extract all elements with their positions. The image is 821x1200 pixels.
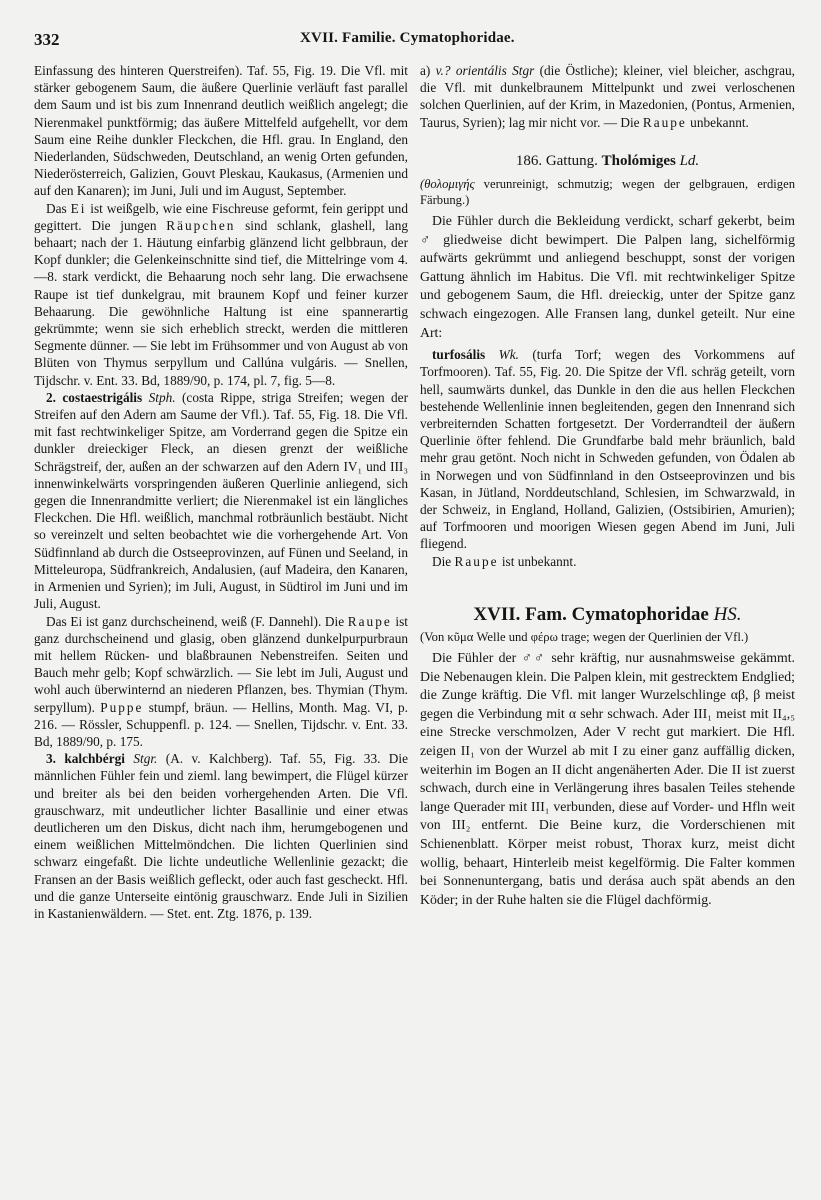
paragraph-early-stages: Das Ei ist ganz durchscheinend, weiß (F. Dannehl). Die Raupe ist ganz durchscheinend und glasig, oben glänzend dunkelpurpurbraun mit hellem Rücken- und blaßbraunen Nebenstreifen. Seiten und Bauch mehr gelb; Kopf schwärzlich. — Sie lebt im Juli, August und wohl auch überwinternd an niederen Pflanzen, bes. Thymian (Thym. serpyllum). Puppe stumpf, bräun. — Hellins, Month. Mag. VI, p. 216. — Rössler, Schuppenfl. p. 124. — Snellen, Tijdschr. v. Ent. 33. Bd, 1889/90, p. 175. [34,613,408,749]
species-entry-turfosalis: turfosális Wk. (turfa Torf; wegen des Vorkommens auf Torfmooren). Taf. 55, Fig. 20. Die Spitze der Vfl. schräg geteilt, vorn hell, saumwärts dunkel, das Dunkle in den die aus hellen Fleckchen bestehende Wellenlinie innen begleitenden, gegen den Innenrand sich verbreiternden Schatten fortgesetzt. Der Vorderrandteil der äußern Querlinie öfter fehlend. Die Grundfarbe bald mehr bräunlich, bald mehr grau getönt. Noch nicht in Schweden gefunden, von Ödalen ab in Norwegen und von Südfinnland in den Ostseeprovinzen und bis Kasan, in Jütland, Norddeutschland, Schlesien, im Schwarzwald, in der Schweiz, in England, Holland, Galizien, (Ostsibirien, Amurien); auf Torfmooren und moorigen Wiesen gegen Abend im Juni, Juli fliegend. [420,347,795,552]
species-name: turfosális [432,347,486,363]
species-name: kalchbérgi [64,751,125,767]
paragraph-larva-unknown: Die Raupe ist unbekannt. [432,553,577,569]
genus-description: Die Fühler durch die Bekleidung verdickt, scharf gekerbt, beim ♂ gliedweise dicht bewimpert. Die Palpen lang, sichelförmig aufwärts gekrümmt und anliegend beschuppt, sonst der vorigen Gattung ähnlich im Habitus. Die Vfl. mit rechtwinkeliger Spitze und gebogenem Saum, die Hfl. dreieckig, unter der Spitze ganz schwach eingezogen. Alle Fransen lang, dunkel geteilt. Nur eine Art: [420,213,795,340]
species-name: costaestrigális [62,389,143,405]
family-heading: XVII. Fam. Cymatophoridae HS. [473,603,742,625]
page-number: 332 [34,30,60,49]
family-etymology: (Von κῦμα Welle und φέρω trage; wegen der Querlinien der Vfl.) [420,630,749,645]
running-header [0,30,821,54]
genus-etymology: (θολομιγής verunreinigt, schmutzig; wegen der gelbgrauen, erdigen Färbung.) [420,177,795,208]
left-column [34,62,408,922]
variety-entry-orientalis: a) v.? orientális Stgr (die Östliche); kleiner, viel bleicher, aschgrau, die Vfl. mit dunkelbraunem Mittelpunkt und zwei verloschenen solchen Querlinien, auf der Krim, in Mazedonien, (Pontus, Armenien, Taurus, Syrien); lag mir nicht vor. — Die Raupe unbekannt. [420,63,795,130]
paragraph-egg-larva: Das Ei ist weißgelb, wie eine Fischreuse geformt, fein gerippt und gegittert. Die jungen Räupchen sind schlank, glashell, lang behaart; nach der 1. Häutung einfarbig glänzend licht gelbbraun, der Kopf dunkler; die Gelenkeinschnitte sind tief, die Mittelringe vom 4.—8. stark verdickt, die Behaarung noch sehr lang. Die erwachsene Raupe ist tief dunkelgrau, mit braunem Kopf und feiner kurzer Behaarung. Die gewöhnliche Haltung ist eine spannerartig gekrümmte; wenn sie sich erheblich streckt, werden die mittleren Segmente dünner. — Sie lebt im Frühsommer und von August ab von Blüten von Thymus serpyllum und Callúna vulgáris. — Snellen, Tijdschr. v. Ent. 33. Bd, 1889/90, p. 174, pl. 7, fig. 5—8. [34,200,408,388]
species-entry-kalchbergi: 3. kalchbérgi Stgr. (A. v. Kalchberg). Taf. 55, Fig. 33. Die männlichen Fühler fein und zieml. lang bewimpert, die Flügel kürzer und breiter als bei den beiden vorhergehenden Arten. Die Vfl. grauschwarz, mit undeutlicher lichter Basallinie und einer etwas deutlicheren um den Diskus, dicht nach ihm, herumgebogenen und einem weißlichen Mittelmöndchen. Die lichten Querlinien sind schwarz eingefaßt. Die lichte undeutliche Wellenlinie gezackt; die Fransen an der Basis weißlich gefleckt, oder auch fast gescheckt. Hfl. und die ganze Unterseite eintönig grauschwarz. Ende Juli in Sizilien in Kastanienwäldern. — Stet. ent. Ztg. 1876, p. 139. [34,751,409,921]
paragraph-species-1-description: Einfassung des hinteren Querstreifen). Taf. 55, Fig. 19. Die Vfl. mit stärker gebogenem Saum, die äußere Querlinie verläuft fast parallel dem Saum und ist bis zum Innenrand deutlich weißlich angelegt; die Nierenmakel punktförmig; das äußere Mittelfeld aufgehellt, vor dem Saum eine Reihe dunkler Fleckchen, die Hfl. grau. In England, den Niederlanden, Südschweden, Deutschland, an wenig Orten gefunden, Niederösterreich, Galizien, Gouvt Pleskau, Kaukasus, (Armenien und auf den Kanaren); im Juni, Juli und im August, September. [34,63,408,199]
family-description: Die Fühler der ♂♂ sehr kräftig, nur ausnahmsweise gekämmt. Die Nebenaugen klein. Die Palpen klein, mit gestrecktem Endglied; die Zunge kräftig. Die Vfl. mit langer Wurzelschlinge αβ, β meist gegen die Verbindung mit α sehr schwach. Ader III₁ meist mit II₄,₅ eine Strecke verschmolzen, Ader V recht gut markiert. Die Hfl. zeigen II₁ von der Wurzel ab mit I zu einer ganz auffällig dicken, weiterhin im Bogen an II dicht angenäherten Ader. Die II ist zuerst schwach, durch eine in Verlängerung ihres basalen Teiles stehende lange Querader mit III₁ verbunden, diese auf Vorder- und Hfln weit von III₂ entfernt. Die Beine kurz, die Vorderschienen mit Schienenblatt. Körper meist robust, Thorax kurz, meist dicht wollig, behaart, Hinterleib meist kegelförmig. Die Falter kommen bei Sonnenuntergang, batis und derása auch spät abends an den Köder; in der Ruhe halten sie die Flügel dachförmig. [420,650,795,907]
running-title: XVII. Familie. Cymatophoridae. [300,30,515,46]
genus-heading: 186. Gattung. Tholómiges Ld. [515,152,700,169]
right-column [420,62,795,909]
species-entry-costaestrigalis: 2. costaestrigális Stph. (costa Rippe, striga Streifen; wegen der Streifen auf den Adern am Saume der Vfl.). Taf. 55, Fig. 18. Die Vfl. mit fast rechtwinkeliger Spitze, am Vorderrand gegen die Spitze ein dunkler dreieckiger Fleck, an diesen grenzt der weißliche Schrägstreif, der, außen an der schwarzen auf den Adern IV₁ und III₃ innenwinkelwärts vorspringenden äußeren Querlinie anliegend, sich gegen die Innenrandmitte verliert; die Nierenmakel ist ein längliches Fleckchen. Die Hfl. weißlich, manchmal rotbräunlich bestäubt. Nicht so vereinzelt und selten beobachtet wie die vorhergehende Art. Von Südfinnland ab durch die Ostseeprovinzen, auf Fünen und Seeland, in Mitteleuropa, Südfrankreich, Andalusien, (auf Madeira, den Kanaren, in Armenien und Syrien); im Juli, August, in Südtirol im Juni und im Juli, August. [34,389,408,612]
